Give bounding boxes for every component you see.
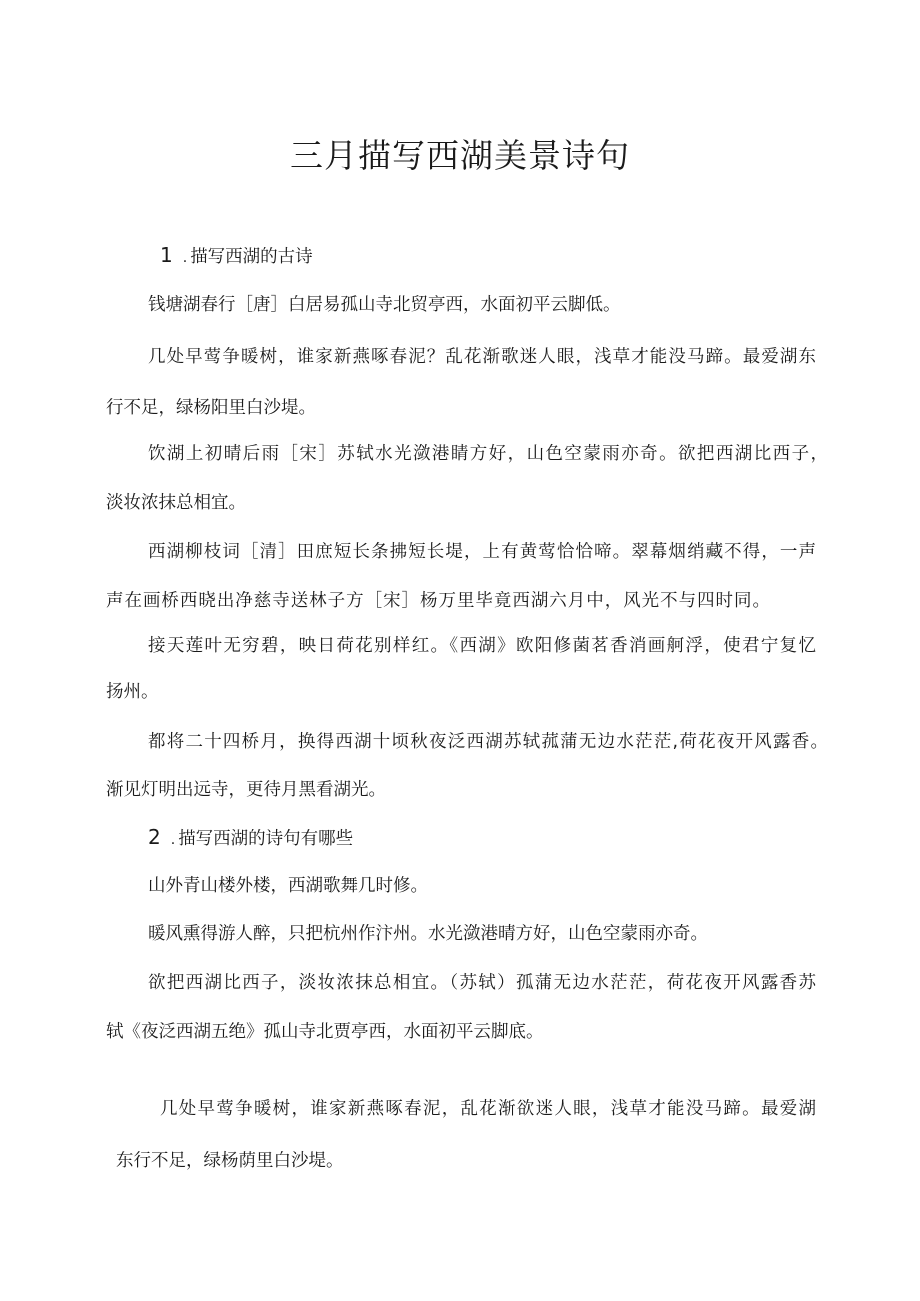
paragraph-line: 暖风熏得游人醉，只把杭州作汴州。水光潋港晴方好，山色空蒙雨亦奇。 [148,924,708,944]
paragraph-line: 扬州。 [106,682,159,702]
paragraph-line: 渐见灯明出远寺，更待月黑看湖光。 [106,780,386,800]
paragraph-line: 接天莲叶无穷碧，映日荷花别样红。《西湖》欧阳修菌茗香消画舸浮，使君宁复忆 [148,636,816,656]
paragraph-line: 都将二十四桥月，换得西湖十顷秋夜泛西湖苏轼菰蒲无边水茫茫,荷花夜开风露香。 [148,732,828,752]
paragraph-line: 声在画桥西晓出净慈寺送林子方［宋］杨万里毕竟西湖六月中，风光不与四时同。 [106,591,770,611]
paragraph-line: 淡妆浓抹总相宜。 [106,493,246,513]
paragraph-line: 东行不足，绿杨荫里白沙堤。 [116,1151,344,1171]
paragraph-line: 山外青山楼外楼，西湖歌舞几时修。 [148,876,428,896]
section-heading-1 [160,243,313,270]
section-heading-2 [148,825,353,852]
paragraph-line: 行不足，绿杨阳里白沙堤。 [106,398,316,418]
section-title: 描写西湖的古诗 [190,247,313,267]
section-number: 2 [148,825,161,849]
section-number: 1 [160,243,173,267]
section-dot: . [170,832,176,848]
paragraph-line: 饮湖上初晴后雨［宋］苏轼水光潋港睛方好，山色空蒙雨亦奇。欲把西湖比西子， [148,444,828,464]
paragraph-line: 钱塘湖春行［唐］白居易孤山寺北贸亭西，水面初平云脚低。 [148,295,621,315]
paragraph-line: 几处早莺争暖树，谁家新燕啄春泥，乱花渐欲迷人眼，浅草才能没马蹄。最爱湖 [160,1099,816,1119]
section-title: 描写西湖的诗句有哪些 [178,829,354,849]
paragraph-line: 西湖柳枝词［清］田庶短长条拂短长堤，上有黄莺恰恰啼。翠幕烟绡藏不得，一声 [148,542,816,562]
paragraph-line: 轼《夜泛西湖五绝》孤山寺北贾亭西，水面初平云脚底。 [106,1022,544,1042]
section-dot: . [182,250,188,266]
page-title: 三月描写西湖美景诗句 [290,136,630,175]
paragraph-line: 几处早莺争暖树，谁家新燕啄春泥？乱花渐歌迷人眼，浅草才能没马蹄。最爱湖东 [148,347,816,367]
paragraph-line: 欲把西湖比西子，淡妆浓抹总相宜。（苏轼）孤蒲无边水茫茫，荷花夜开风露香苏 [148,973,816,993]
